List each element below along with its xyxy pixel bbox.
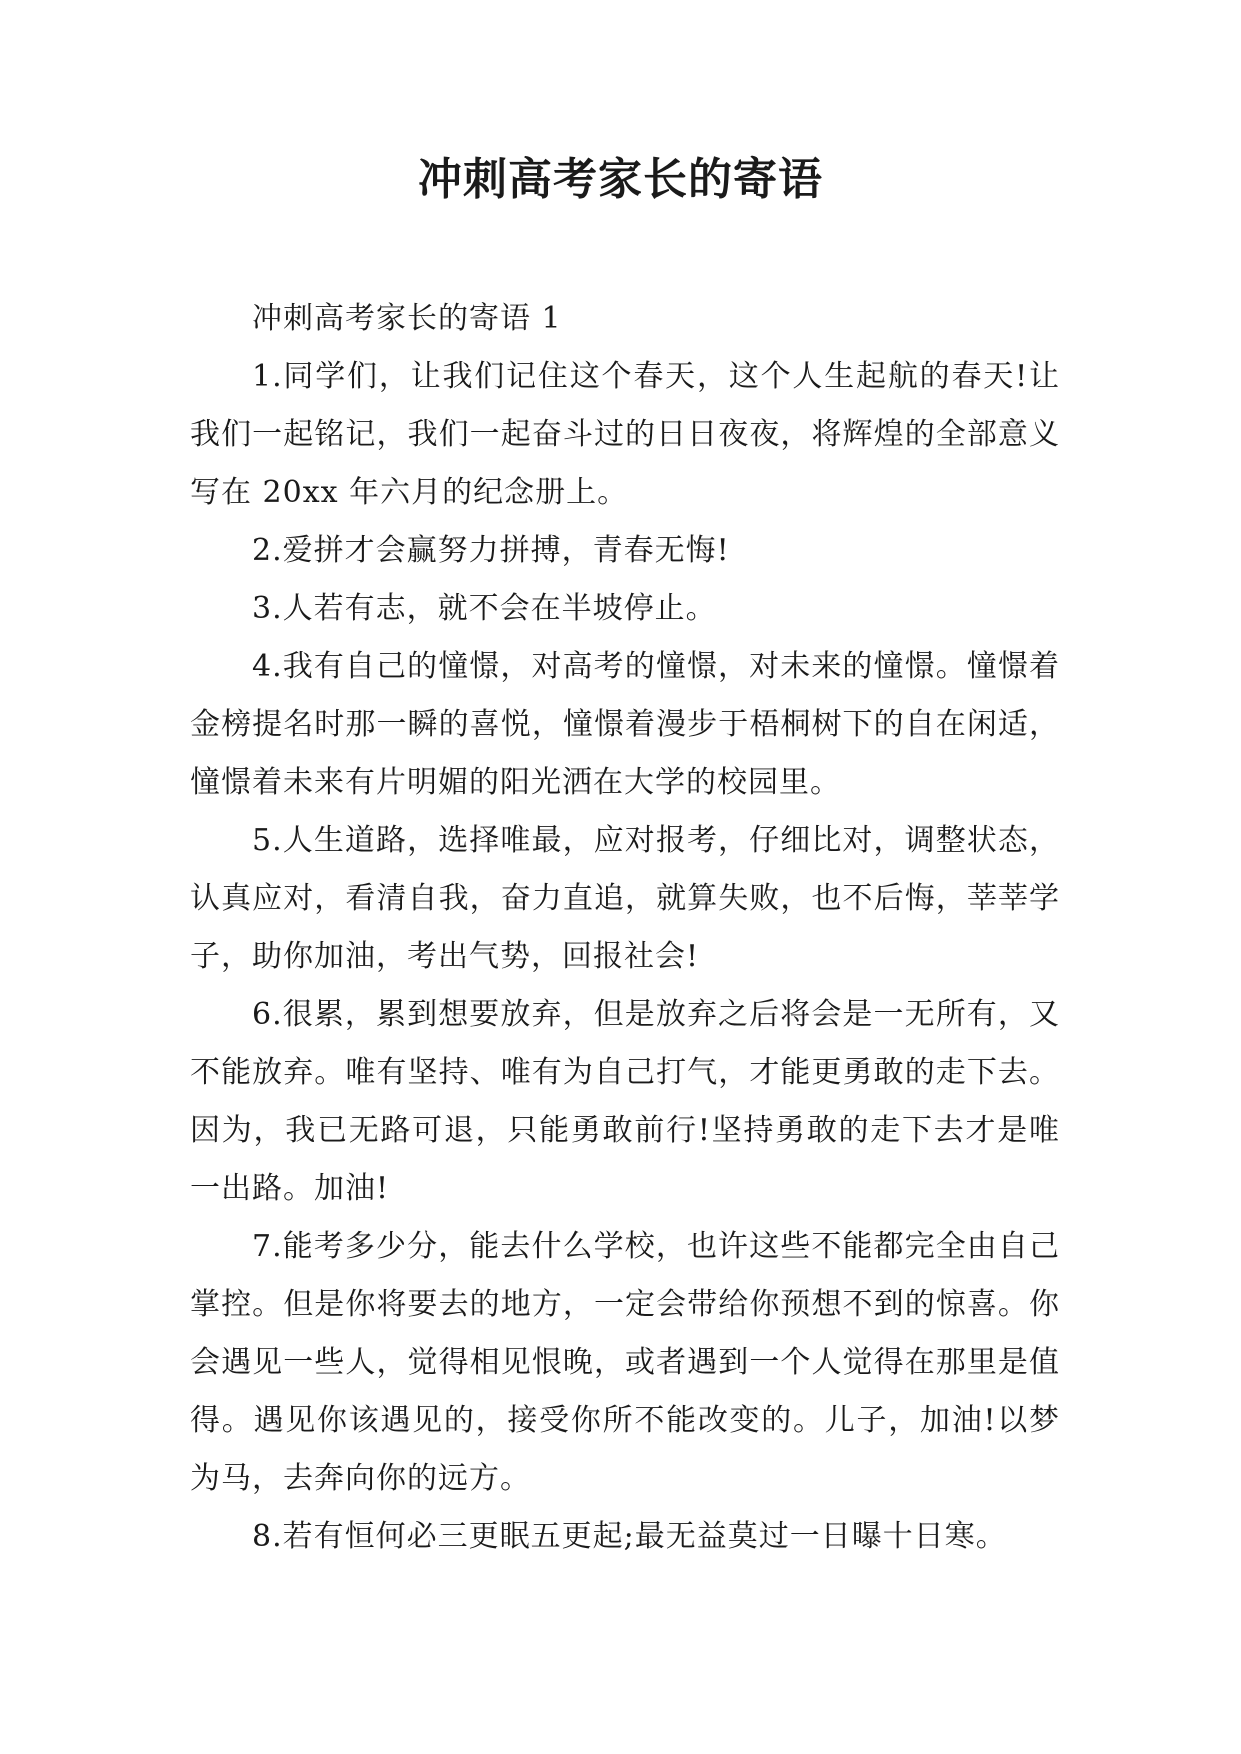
paragraph: 3.人若有志，就不会在半坡停止。 xyxy=(252,591,717,626)
paragraph: 8.若有恒何必三更眠五更起;最无益莫过一日曝十日寒。 xyxy=(252,1519,1007,1554)
document-body xyxy=(190,290,1060,1566)
paragraph: 5.人生道路，选择唯最，应对报考，仔细比对，调整状态，认真应对，看清自我，奋力直追，就算失败，也不后悔，莘莘学子，助你加油，考出气势，回报社会! xyxy=(190,823,1060,974)
paragraph: 4.我有自己的憧憬，对高考的憧憬，对未来的憧憬。憧憬着金榜提名时那一瞬的喜悦，憧憬着漫步于梧桐树下的自在闲适，憧憬着未来有片明媚的阳光洒在大学的校园里。 xyxy=(190,649,1060,800)
paragraph: 2.爱拼才会赢努力拼搏，青春无悔! xyxy=(252,533,730,568)
section-heading: 冲刺高考家长的寄语 1 xyxy=(252,301,562,336)
paragraph: 7.能考多少分，能去什么学校，也许这些不能都完全由自己掌控。但是你将要去的地方，一定会带给你预想不到的惊喜。你会遇见一些人，觉得相见恨晚，或者遇到一个人觉得在那里是值得。遇见你该遇见的，接受你所不能改变的。儿子，加油!以梦为马，去奔向你的远方。 xyxy=(190,1229,1060,1496)
paragraph: 1.同学们，让我们记住这个春天，这个人生起航的春天!让我们一起铭记，我们一起奋斗过的日日夜夜，将辉煌的全部意义写在 20xx 年六月的纪念册上。 xyxy=(190,359,1060,510)
document-title: 冲刺高考家长的寄语 xyxy=(418,154,823,205)
paragraph: 6.很累，累到想要放弃，但是放弃之后将会是一无所有，又不能放弃。唯有坚持、唯有为自己打气，才能更勇敢的走下去。因为，我已无路可退，只能勇敢前行!坚持勇敢的走下去才是唯一出路。加油! xyxy=(190,997,1060,1206)
